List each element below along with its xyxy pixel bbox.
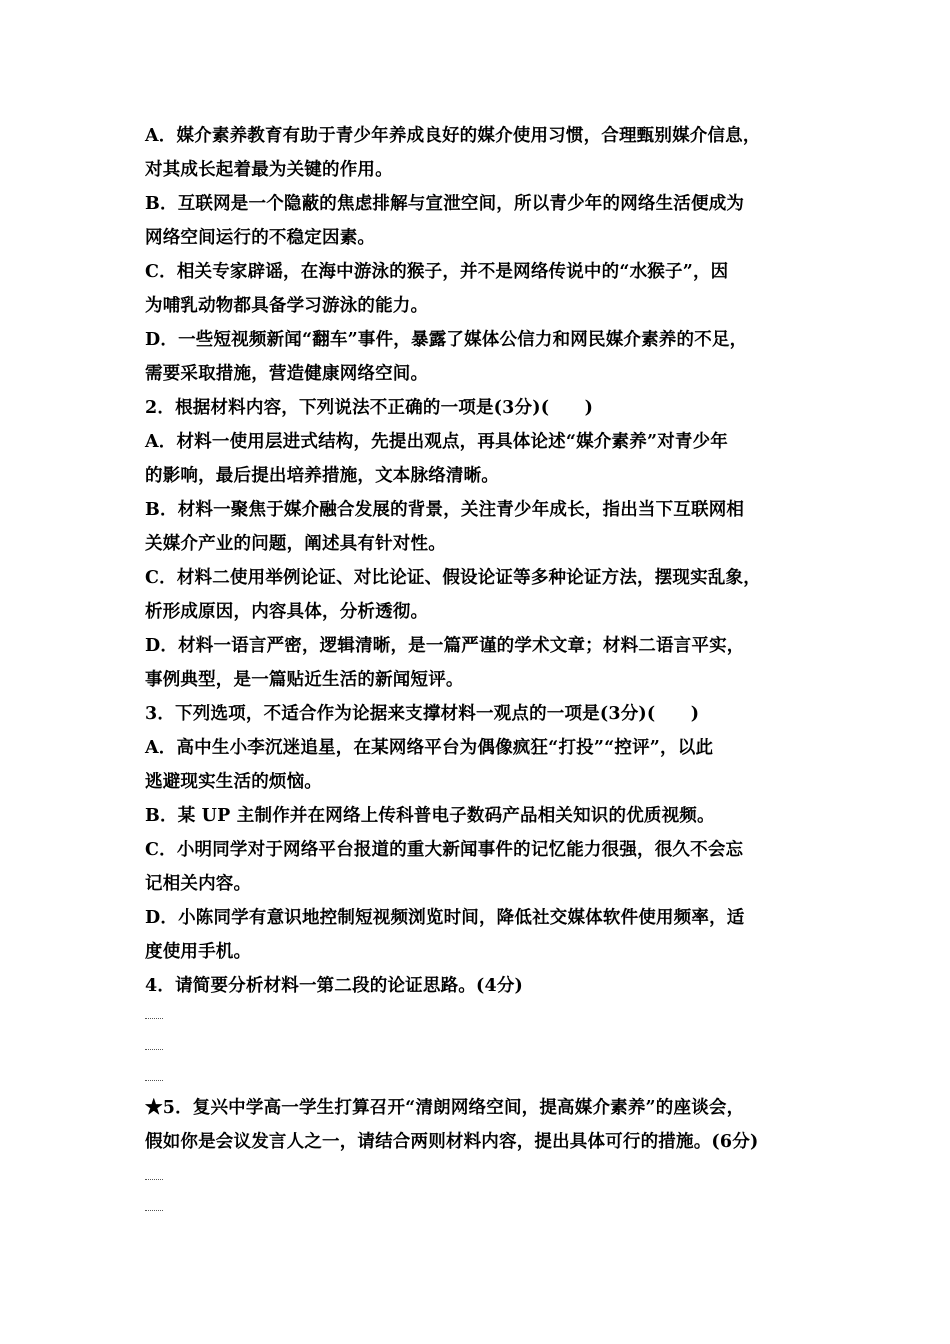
q3-option-d-line1: D．小陈同学有意识地控制短视频浏览时间，降低社交媒体软件使用频率，适: [145, 908, 745, 928]
q3-option-c-line2: 记相关内容。: [145, 874, 252, 894]
q3-option-c-line1: C．小明同学对于网络平台报道的重大新闻事件的记忆能力很强，很久不会忘: [145, 840, 744, 860]
q5-stem-line2: 假如你是会议发言人之一，请结合两则材料内容，提出具体可行的措施。(6分): [145, 1132, 759, 1152]
q2-option-c-line2: 析形成原因，内容具体，分析透彻。: [145, 602, 429, 622]
q2-option-c-line1: C．材料二使用举例论证、对比论证、假设论证等多种论证方法，摆现实乱象，: [145, 568, 761, 588]
q3-stem: 3．下列选项，不适合作为论据来支撑材料一观点的一项是(3分)( ): [145, 704, 700, 724]
q3-option-a-line1: A．高中生小李沉迷追星，在某网络平台为偶像疯狂“打投”“控评”，以此: [145, 738, 714, 758]
q1-option-a-line2: 对其成长起着最为关键的作用。: [145, 160, 393, 180]
q1-option-b-line1: B．互联网是一个隐蔽的焦虑排解与宣泄空间，所以青少年的网络生活便成为: [145, 194, 745, 214]
q3-option-d-line2: 度使用手机。: [145, 942, 252, 962]
q2-option-d-line1: D．材料一语言严密，逻辑清晰，是一篇严谨的学术文章；材料二语言平实，: [145, 636, 745, 656]
q2-option-a-line2: 的影响，最后提出培养措施，文本脉络清晰。: [145, 466, 499, 486]
q1-option-d-line1: D．一些短视频新闻“翻车”事件，暴露了媒体公信力和网民媒介素养的不足，: [145, 330, 748, 350]
q2-option-d-line2: 事例典型，是一篇贴近生活的新闻短评。: [145, 670, 464, 690]
q4-answer-line-3[interactable]: [145, 1078, 163, 1081]
q2-stem: 2．根据材料内容，下列说法不正确的一项是(3分)( ): [145, 398, 594, 418]
q2-option-b-line1: B．材料一聚焦于媒介融合发展的背景，关注青少年成长，指出当下互联网相: [145, 500, 745, 520]
q1-option-b-line2: 网络空间运行的不稳定因素。: [145, 228, 376, 248]
q4-stem: 4．请简要分析材料一第二段的论证思路。(4分): [145, 976, 524, 996]
q5-answer-line-1[interactable]: [145, 1177, 163, 1180]
q5-answer-line-2[interactable]: [145, 1208, 163, 1211]
q1-option-a-line1: A．媒介素养教育有助于青少年养成良好的媒介使用习惯，合理甄别媒介信息，: [145, 126, 761, 146]
q1-option-c-line2: 为哺乳动物都具备学习游泳的能力。: [145, 296, 429, 316]
q1-option-c-line1: C．相关专家辟谣，在海中游泳的猴子，并不是网络传说中的“水猴子”，因: [145, 262, 729, 282]
q1-option-d-line2: 需要采取措施，营造健康网络空间。: [145, 364, 429, 384]
q3-option-b-line1: B．某 UP 主制作并在网络上传科普电子数码产品相关知识的优质视频。: [145, 806, 715, 826]
q2-option-a-line1: A．材料一使用层进式结构，先提出观点，再具体论述“媒介素养”对青少年: [145, 432, 729, 452]
q4-answer-line-2[interactable]: [145, 1047, 163, 1050]
q4-answer-line-1[interactable]: [145, 1016, 163, 1019]
q5-stem-line1: ★5．复兴中学高一学生打算召开“清朗网络空间，提高媒介素养”的座谈会，: [145, 1098, 745, 1118]
q3-option-a-line2: 逃避现实生活的烦恼。: [145, 772, 322, 792]
q2-option-b-line2: 关媒介产业的问题，阐述具有针对性。: [145, 534, 446, 554]
